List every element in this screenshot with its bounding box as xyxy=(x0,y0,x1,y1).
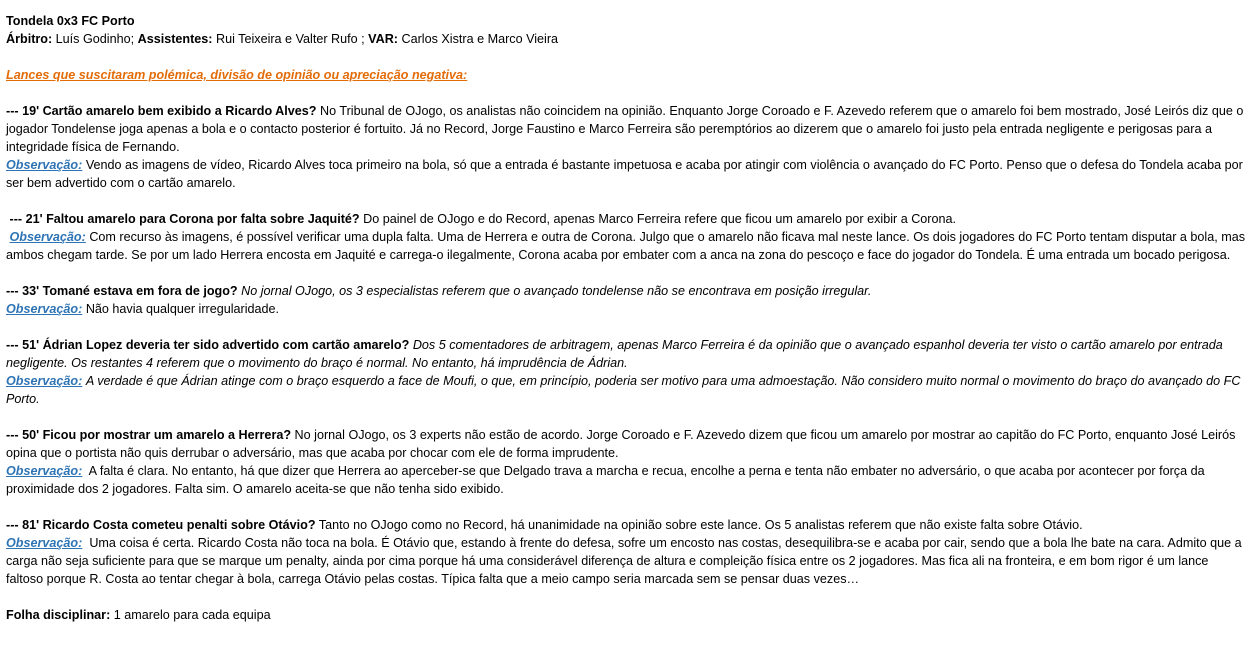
observation-text: Não havia qualquer irregularidade. xyxy=(85,302,280,316)
incident-opinion: Do painel de OJogo e do Record, apenas Marco Ferreira refere que ficou um amarelo por exibir a Corona. xyxy=(363,212,957,226)
observation-label: Observação: xyxy=(6,374,83,388)
incident-question: --- 21' Faltou amarelo para Corona por falta sobre Jaquité? xyxy=(9,212,360,226)
observation-text: A verdade é que Ádrian atinge com o braço esquerdo a face de Moufi, o que, em princípio, poderia ser motivo para uma admoestação. Não considero muito normal o movimento do braço do avançado do FC Porto. xyxy=(6,374,1241,406)
observation-text: Com recurso às imagens, é possível verificar uma dupla falta. Uma de Herrera e outra de Corona. Julgo que o amarelo não ficava mal neste lance. Os dois jogadores do FC Porto tentam disputar a bola, mas ambos chegam tarde. Se por um lado Herrera encosta em Jaquité e carrega-o ilegalmente, Corona acaba por embater com a anca na zona do pescoço e face do jogador do Tondela. É uma entrada um bocado perigosa. xyxy=(6,230,1246,262)
incident-6-observation xyxy=(6,534,1246,588)
incident-2 xyxy=(6,210,1246,228)
incident-1-observation xyxy=(6,156,1246,192)
incident-5 xyxy=(6,426,1246,462)
incident-opinion: No Tribunal de OJogo, os analistas não coincidem na opinião. Enquanto Jorge Coroado e F. Azevedo referem que o amarelo foi bem mostrado, José Leirós diz que o jogador Tondelense joga apenas a bola e o contacto posterior é fortuito. Já no Record, Jorge Faustino e Marco Ferreira são peremptórios ao dizerem que o amarelo foi justo pela entrada negligente e perigosas para a integridade física de Fernando. xyxy=(6,104,1244,154)
match-title: Tondela 0x3 FC Porto xyxy=(6,14,135,28)
section-heading: Lances que suscitaram polémica, divisão de opinião ou apreciação negativa: xyxy=(6,68,468,82)
disciplinary-value: 1 amarelo para cada equipa xyxy=(113,608,271,622)
incident-6 xyxy=(6,516,1246,534)
officials-line: Árbitro: Luís Godinho; Assistentes: Rui Teixeira e Valter Rufo ; VAR: Carlos Xistra e Marco Vieira xyxy=(6,32,559,46)
disciplinary-label: Folha disciplinar: xyxy=(6,608,111,622)
observation-label: Observação: xyxy=(6,302,83,316)
incident-opinion: Dos 5 comentadores de arbitragem, apenas Marco Ferreira é da opinião que o avançado espanhol deveria ter visto o cartão amarelo por entrada negligente. Os restantes 4 referem que o movimento do braço é normal. No entanto, há imprudência de Ádrian. xyxy=(6,338,1223,370)
observation-text: A falta é clara. No entanto, há que dizer que Herrera ao aperceber-se que Delgado trava a marcha e recua, encolhe a perna e tenta não embater no adversário, o que acaba por acontecer por força da proximidade dos 2 jogadores. Falta sim. O amarelo aceita-se que não tenha sido exibido. xyxy=(6,464,1205,496)
incident-3 xyxy=(6,282,1246,300)
observation-label: Observação: xyxy=(6,536,83,550)
incident-opinion: Tanto no OJogo como no Record, há unanimidade na opinião sobre este lance. Os 5 analistas referem que não existe falta sobre Otávio. xyxy=(318,518,1083,532)
observation-label: Observação: xyxy=(6,158,83,172)
observation-label: Observação: xyxy=(9,230,86,244)
incident-4 xyxy=(6,336,1246,372)
observation-text: Vendo as imagens de vídeo, Ricardo Alves toca primeiro na bola, só que a entrada é bastante impetuosa e acaba por atingir com violência o avançado do FC Porto. Penso que o defesa do Tondela acaba por ser bem advertido com o cartão amarelo. xyxy=(6,158,1243,190)
incident-opinion: No jornal OJogo, os 3 especialistas referem que o avançado tondelense não se encontrava em posição irregular. xyxy=(241,284,872,298)
incident-2-observation xyxy=(6,228,1246,264)
incident-question: --- 81' Ricardo Costa cometeu penalti sobre Otávio? xyxy=(6,518,316,532)
incident-question: --- 33' Tomané estava em fora de jogo? xyxy=(6,284,238,298)
observation-text: Uma coisa é certa. Ricardo Costa não toca na bola. É Otávio que, estando à frente do defesa, sofre um encosto nas costas, desequilibra-se e acaba por cair, sendo que a bola lhe bate na cara. Admito que a carga não seja suficiente para que se marque um penalty, ainda por cima porque há uma considerável diferença de altura e compleição física entre os 2 jogadores. Mas fica ali na fronteira, e em bom rigor é um lance faltoso porque R. Costa ao tentar chegar à bola, carrega Otávio pelas costas. Típica falta que a meio campo seria marcada sem se pensar duas vezes… xyxy=(6,536,1242,586)
incident-question: --- 50' Ficou por mostrar um amarelo a Herrera? xyxy=(6,428,292,442)
incident-question: --- 51' Ádrian Lopez deveria ter sido advertido com cartão amarelo? xyxy=(6,338,410,352)
observation-label: Observação: xyxy=(6,464,83,478)
disciplinary-sheet xyxy=(6,606,1246,624)
incident-opinion: No jornal OJogo, os 3 experts não estão de acordo. Jorge Coroado e F. Azevedo dizem que ficou um amarelo por mostrar ao capitão do FC Porto, enquanto José Leirós opina que o portista não quis derrubar o adversário, mas que acaba por chocar com ele de forma imprudente. xyxy=(6,428,1236,460)
incident-4-observation xyxy=(6,372,1246,408)
incident-question: --- 19' Cartão amarelo bem exibido a Ricardo Alves? xyxy=(6,104,317,118)
incident-1 xyxy=(6,102,1246,156)
incident-3-observation xyxy=(6,300,1246,318)
incident-5-observation xyxy=(6,462,1246,498)
